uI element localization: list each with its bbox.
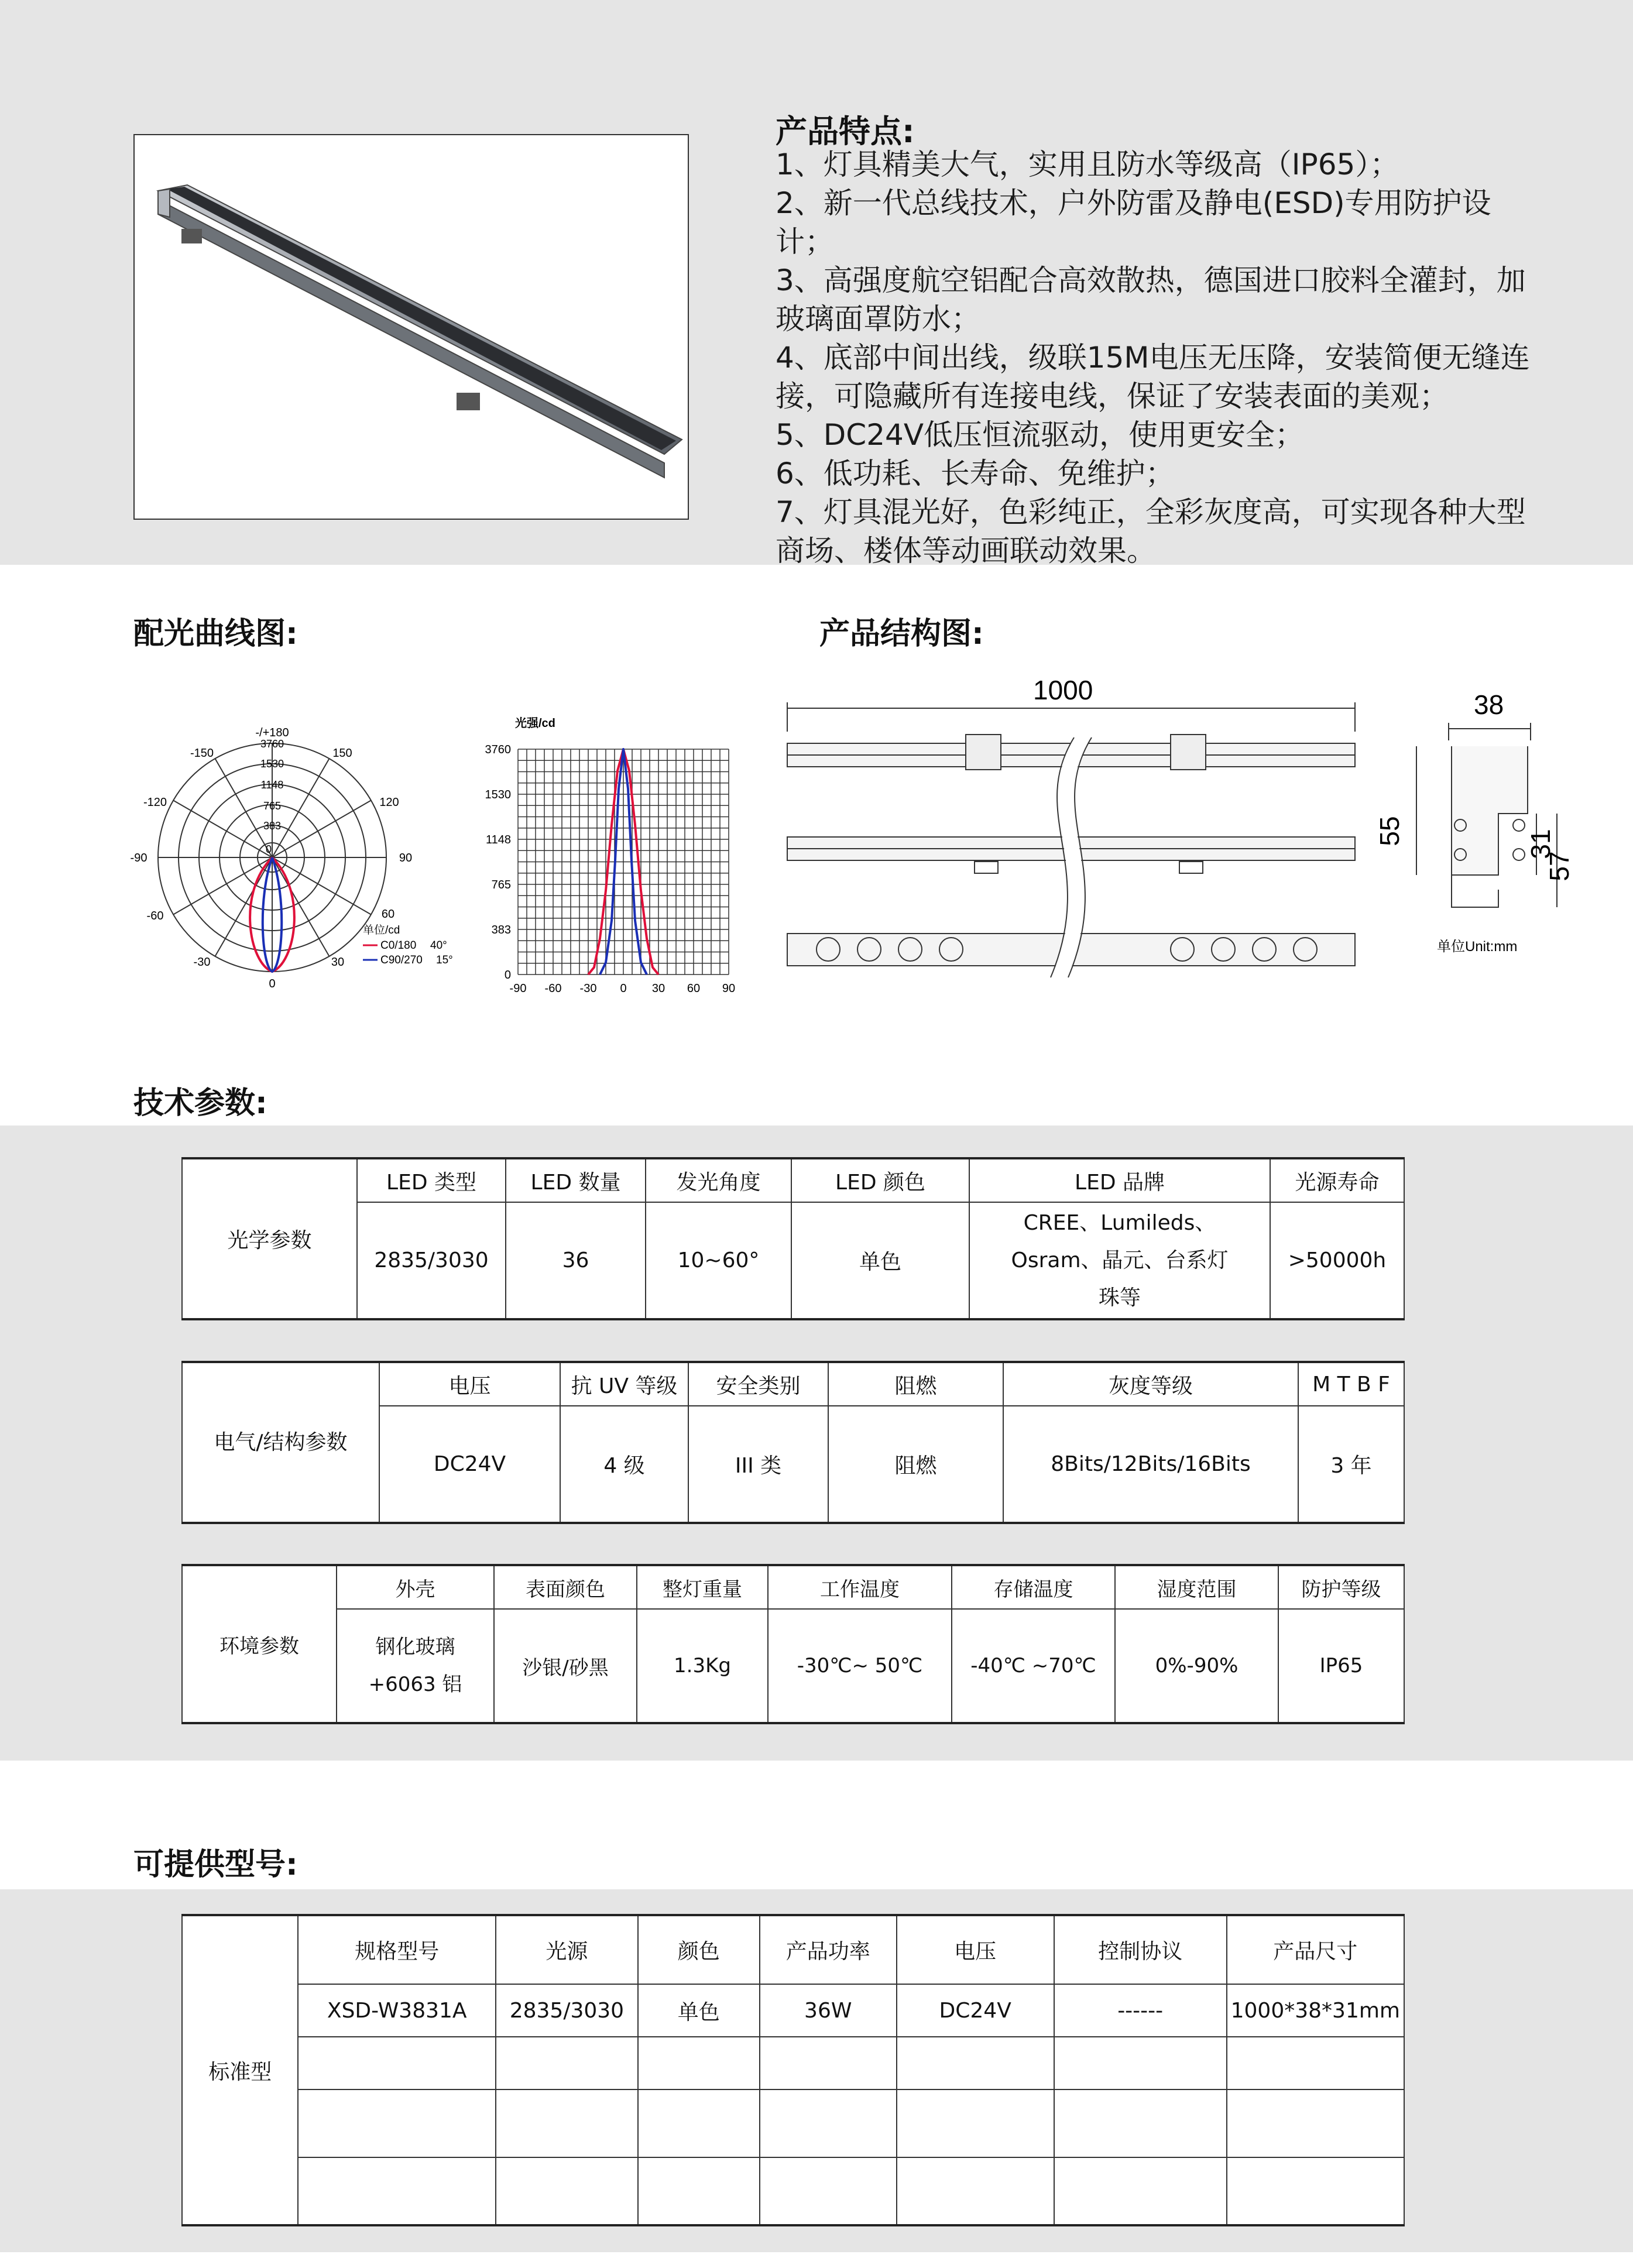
table-cell: >50000h: [1270, 1202, 1404, 1319]
dim-height: 55: [1374, 816, 1405, 846]
polar-unit: 单位/cd: [363, 924, 400, 936]
table-cell: 8Bits/12Bits/16Bits: [1003, 1406, 1298, 1523]
table-cell: 钢化玻璃+6063 铝: [337, 1609, 494, 1723]
intensity-chart: [468, 714, 755, 995]
unit-label: 单位Unit:mm: [1437, 939, 1518, 955]
polar-ring-label: 1148: [260, 779, 284, 791]
table-row: [182, 1984, 1404, 2037]
table-header: LED 颜色: [791, 1158, 969, 1202]
table-header: 工作温度: [768, 1565, 952, 1609]
polar-ring-label: 3760: [260, 738, 284, 750]
x-tick-label: 0: [620, 982, 627, 995]
table-header: 湿度范围: [1115, 1565, 1278, 1609]
models-heading: 可提供型号:: [133, 1847, 298, 1882]
light-curve-heading: 配光曲线图:: [133, 616, 298, 651]
structure-drawing: [778, 673, 1574, 1001]
polar-angle-label: -120: [143, 796, 167, 809]
polar-angle-label: 90: [399, 852, 413, 864]
table-header: 防护等级: [1278, 1565, 1404, 1609]
polar-legend-label: C90/270: [380, 954, 423, 966]
table-cell: 单色: [791, 1202, 969, 1319]
polar-legend-angle: 40°: [430, 939, 447, 952]
table-row: [182, 2157, 1404, 2225]
table-cell: 2835/3030: [357, 1202, 506, 1319]
environment-table: [181, 1564, 1405, 1724]
table-header: LED 品牌: [969, 1158, 1270, 1202]
feature-line: 5、DC24V低压恒流驱动，使用更安全；: [776, 418, 1305, 452]
tech-heading: 技术参数:: [133, 1086, 267, 1121]
polar-angle-label: -30: [193, 956, 211, 969]
table-header: LED 类型: [357, 1158, 506, 1202]
y-tick-label: 1530: [485, 788, 511, 801]
table-header: 产品功率: [760, 1915, 897, 1984]
table-header: 安全类别: [688, 1362, 828, 1406]
row-label: 环境参数: [182, 1565, 337, 1723]
optical-table: [181, 1157, 1405, 1320]
table-header: 电压: [897, 1915, 1054, 1984]
polar-angle-label: -150: [190, 747, 214, 760]
table-header: 整灯重量: [637, 1565, 768, 1609]
table-cell: 10~60°: [646, 1202, 791, 1319]
y-tick-label: 0: [504, 969, 511, 982]
table-cell: -30℃~ 50℃: [768, 1609, 952, 1723]
polar-angle-label: 150: [332, 747, 352, 760]
polar-angle-top: -/+180: [255, 726, 289, 739]
polar-angle-label: 30: [331, 956, 345, 969]
table-cell: DC24V: [897, 1984, 1054, 2037]
table-cell: 1.3Kg: [637, 1609, 768, 1723]
features-title: 产品特点:: [776, 113, 915, 150]
x-tick-label: 30: [651, 982, 665, 995]
table-header: 光源寿命: [1270, 1158, 1404, 1202]
feature-line: 4、底部中间出线，级联15M电压无压降，安装简便无缝连: [776, 341, 1530, 375]
structure-heading: 产品结构图:: [819, 616, 984, 651]
dim-31: 31: [1525, 829, 1556, 859]
feature-line: 接，可隐藏所有连接电线，保证了安装表面的美观；: [776, 379, 1449, 413]
y-tick-label: 765: [491, 879, 511, 891]
row-label: 光学参数: [182, 1158, 357, 1319]
table-header: 电压: [379, 1362, 560, 1406]
dim-length: 1000: [1033, 675, 1093, 705]
feature-line: 2、新一代总线技术，户外防雷及静电(ESD)专用防护设计；: [776, 186, 1491, 259]
x-tick-label: 90: [722, 982, 736, 995]
polar-angle-label: 120: [379, 796, 399, 809]
table-cell: 2835/3030: [496, 1984, 638, 2037]
polar-ring-label: 1530: [260, 758, 284, 770]
polar-angle-label: -60: [146, 910, 164, 922]
x-tick-label: -60: [544, 982, 562, 995]
x-tick-label: -30: [579, 982, 597, 995]
table-header: 产品尺寸: [1227, 1915, 1404, 1984]
table-cell: 36: [506, 1202, 646, 1319]
table-header: 外壳: [337, 1565, 494, 1609]
polar-angle-label: 60: [381, 908, 395, 921]
x-tick-label: -90: [509, 982, 527, 995]
models-table: [181, 1914, 1405, 2226]
polar-ring-label: 383: [263, 820, 282, 832]
polar-ring-label: 0: [265, 843, 272, 855]
table-header: M T B F: [1298, 1362, 1404, 1406]
table-cell: 阻燃: [828, 1406, 1003, 1523]
table-cell: CREE、Lumileds、Osram、晶元、台系灯珠等: [969, 1202, 1270, 1319]
table-cell: 0%-90%: [1115, 1609, 1278, 1723]
table-cell: IP65: [1278, 1609, 1404, 1723]
feature-line: 7、灯具混光好，色彩纯正，全彩灰度高，可实现各种大型: [776, 495, 1526, 529]
table-row: [182, 2089, 1404, 2157]
electrical-table: [181, 1361, 1405, 1524]
feature-line: 3、高强度航空铝配合高效散热，德国进口胶料全灌封，加: [776, 263, 1526, 297]
product-photo: [133, 134, 689, 520]
table-cell: DC24V: [379, 1406, 560, 1523]
table-cell: III 类: [688, 1406, 828, 1523]
dim-57: 57: [1544, 851, 1574, 881]
table-header: LED 数量: [506, 1158, 646, 1202]
polar-ring-label: 765: [263, 800, 282, 812]
polar-legend-label: C0/180: [380, 939, 417, 952]
feature-line: 1、灯具精美大气，实用且防水等级高（IP65）；: [776, 147, 1399, 181]
x-tick-label: 60: [687, 982, 701, 995]
table-cell: 沙银/砂黑: [494, 1609, 637, 1723]
table-header: 存储温度: [952, 1565, 1115, 1609]
table-header: 发光角度: [646, 1158, 791, 1202]
polar-diagram: [117, 714, 468, 1007]
feature-line: 6、低功耗、长寿命、免维护；: [776, 457, 1175, 490]
table-header: 光源: [496, 1915, 638, 1984]
y-tick-label: 3760: [485, 743, 511, 756]
table-cell: ------: [1054, 1984, 1227, 2037]
row-label: 电气/结构参数: [182, 1362, 379, 1523]
row-label: 标准型: [182, 1915, 298, 2225]
feature-line: 商场、楼体等动画联动效果。: [776, 534, 1156, 568]
features-list: [776, 145, 1536, 570]
feature-line: 玻璃面罩防水；: [776, 302, 980, 336]
table-cell: 单色: [638, 1984, 760, 2037]
table-header: 表面颜色: [494, 1565, 637, 1609]
table-cell: 3 年: [1298, 1406, 1404, 1523]
table-cell: 4 级: [560, 1406, 688, 1523]
polar-angle-label: -90: [130, 852, 147, 864]
table-header: 抗 UV 等级: [560, 1362, 688, 1406]
table-cell: XSD-W3831A: [298, 1984, 496, 2037]
polar-angle-label: 0: [269, 977, 276, 990]
polar-legend-angle: 15°: [436, 954, 453, 966]
table-header: 灰度等级: [1003, 1362, 1298, 1406]
table-cell: -40℃ ~70℃: [952, 1609, 1115, 1723]
table-cell: 36W: [760, 1984, 897, 2037]
dim-width: 38: [1474, 689, 1504, 720]
chart-title: 光强/cd: [515, 717, 555, 730]
table-header: 规格型号: [298, 1915, 496, 1984]
y-tick-label: 1148: [485, 833, 511, 846]
table-header: 阻燃: [828, 1362, 1003, 1406]
table-row: [182, 2037, 1404, 2089]
profile-section: [1452, 746, 1528, 875]
table-cell: 1000*38*31mm: [1227, 1984, 1404, 2037]
y-tick-label: 383: [491, 924, 511, 936]
table-header: 控制协议: [1054, 1915, 1227, 1984]
table-header: 颜色: [638, 1915, 760, 1984]
